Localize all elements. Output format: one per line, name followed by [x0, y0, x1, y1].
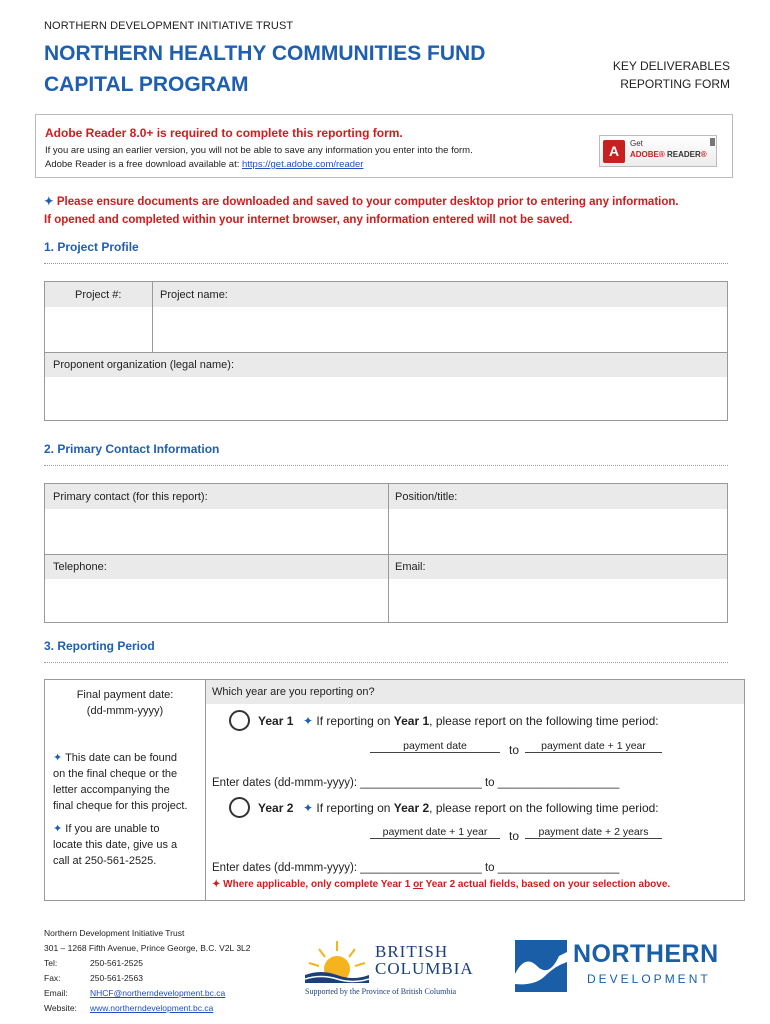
footer-tel — [44, 956, 251, 971]
bc-government-logo — [305, 937, 475, 1001]
telephone-field[interactable] — [45, 579, 388, 622]
position-label: Position/title: — [395, 491, 458, 503]
reporting-period-table — [44, 679, 745, 901]
y2-text-b: Year 2 — [393, 801, 430, 815]
year-1-from-hint: payment date — [370, 740, 500, 753]
email-label: Email: — [395, 561, 426, 573]
adobe-notice — [35, 114, 733, 178]
nd-subword: DEVELOPMENT — [587, 972, 711, 986]
year-question: Which year are you reporting on? — [212, 686, 375, 698]
applicable-b: Year 2 actual fields, based on your selection above. — [423, 879, 671, 890]
fax-label: Fax: — [44, 973, 61, 983]
project-name-field[interactable] — [153, 307, 727, 352]
badge-adobe: ADOBE — [630, 150, 659, 159]
footer-website-link[interactable]: www.northerndevelopment.bc.ca — [90, 1003, 214, 1013]
footer-address: 301 – 1268 Fifth Avenue, Prince George, B.C. V2L 3L2 — [44, 943, 251, 953]
final-payment-date-field[interactable] — [49, 722, 201, 746]
proponent-label: Proponent organization (legal name): — [53, 359, 235, 371]
form-type-line-2: REPORTING FORM — [620, 77, 730, 91]
year-2-from-hint: payment date + 1 year — [370, 826, 500, 839]
adobe-version-note: If you are using an earlier version, you will not be able to save any information you enter into the form. — [45, 145, 473, 156]
northern-development-logo — [515, 940, 730, 998]
year-2-enter-dates[interactable]: Enter dates (dd-mmm-yyyy): ___________________ to ___________________ — [212, 862, 620, 874]
adobe-required-text: Adobe Reader 8.0+ is required to complete this reporting form. — [45, 126, 403, 140]
footer-org: Northern Development Initiative Trust — [44, 928, 185, 938]
proponent-field[interactable] — [45, 377, 727, 420]
contact-note — [53, 821, 177, 869]
fax-value: 250-561-2563 — [90, 973, 143, 983]
save-warning — [44, 193, 679, 229]
trust-name: NORTHERN DEVELOPMENT INITIATIVE TRUST — [44, 20, 294, 32]
project-header-row — [45, 282, 727, 307]
title-line-2: CAPITAL PROGRAM — [44, 73, 249, 96]
title-line-1: NORTHERN HEALTHY COMMUNITIES FUND — [44, 42, 486, 65]
bc-tagline: Supported by the Province of British Columbia — [305, 987, 457, 996]
email-header — [389, 555, 727, 579]
year-2-radio[interactable] — [229, 797, 250, 818]
telephone-label: Telephone: — [53, 561, 107, 573]
year-1-to-hint: payment date + 1 year — [525, 740, 662, 753]
year-1-enter-dates[interactable]: Enter dates (dd-mmm-yyyy): ___________________ to ___________________ — [212, 777, 620, 789]
y1-text-a: If reporting on — [316, 714, 394, 728]
form-type-line-1: KEY DELIVERABLES — [612, 59, 730, 73]
footer-email-link[interactable]: NHCF@northerndevelopment.bc.ca — [90, 988, 226, 998]
bc-line1: BRITISH — [375, 942, 449, 961]
project-name-label: Project name: — [160, 289, 228, 301]
page-title — [44, 38, 485, 100]
bc-wordmark — [375, 943, 474, 977]
to-text: to — [509, 829, 520, 843]
adobe-download-note — [45, 159, 363, 170]
position-field[interactable] — [389, 509, 727, 554]
y1-text-c: , please report on the following time period: — [429, 714, 659, 728]
year-2-to-hint: payment date + 2 years — [525, 826, 662, 839]
divider — [44, 465, 728, 466]
note1-line2: on the final cheque or the — [53, 768, 178, 780]
email-field[interactable] — [389, 579, 727, 622]
note2-line1: If you are unable to — [65, 823, 160, 835]
footer-contact — [44, 926, 251, 1016]
divider — [205, 680, 206, 900]
note1-line3: letter accompanying the — [53, 784, 170, 796]
project-number-field[interactable] — [45, 307, 152, 352]
primary-contact-table — [44, 483, 728, 623]
date-format-text: (dd-mmm-yyyy) — [86, 705, 164, 717]
tel-label: Tel: — [44, 958, 58, 968]
note1-line4: final cheque for this project. — [53, 800, 188, 812]
warning-line-2: If opened and completed within your internet browser, any information entered will not be saved. — [44, 214, 573, 226]
year-1-instruction — [303, 714, 659, 728]
y2-text-c: , please report on the following time period: — [429, 801, 659, 815]
tel-value: 250-561-2525 — [90, 958, 143, 968]
primary-contact-label: Primary contact (for this report): — [53, 491, 208, 503]
final-date-text: Final payment date: — [76, 689, 174, 701]
to-text: to — [509, 743, 520, 757]
section-primary-contact-heading: 2. Primary Contact Information — [44, 442, 220, 456]
note2-line3: call at 250-561-2525. — [53, 855, 157, 867]
bc-line2: COLUMBIA — [375, 959, 474, 978]
project-profile-table — [44, 281, 728, 421]
website-label: Website: — [44, 1003, 77, 1013]
star-icon: ✦ — [303, 714, 317, 728]
badge-reader: READER — [667, 150, 701, 159]
badge-get-text: Get — [630, 139, 643, 148]
final-date-note — [53, 750, 188, 814]
year-1-label: Year 1 — [258, 714, 294, 728]
y2-text-a: If reporting on — [316, 801, 394, 815]
divider — [44, 263, 728, 264]
footer-email — [44, 986, 251, 1001]
adobe-download-prefix: Adobe Reader is a free download available at: — [45, 159, 242, 170]
nd-wordmark: NORTHERN — [573, 940, 719, 968]
project-number-label: Project #: — [75, 289, 122, 301]
section-project-profile-heading: 1. Project Profile — [44, 240, 139, 254]
y1-text-b: Year 1 — [393, 714, 430, 728]
northern-development-icon — [515, 940, 567, 992]
applicable-a: Where applicable, only complete Year 1 — [223, 879, 414, 890]
applicable-note — [212, 879, 670, 890]
form-type — [560, 57, 730, 93]
star-icon: ✦ — [53, 823, 66, 835]
star-icon: ✦ — [303, 801, 317, 815]
get-adobe-reader-button[interactable] — [599, 135, 717, 167]
footer-fax — [44, 971, 251, 986]
email-label: Email: — [44, 988, 68, 998]
note1-line1: This date can be found — [65, 752, 177, 764]
bc-sun-icon — [305, 939, 369, 983]
warning-line-1: Please ensure documents are downloaded and saved to your computer desktop prior to entering any information. — [56, 196, 679, 208]
footer-website — [44, 1001, 251, 1016]
divider — [44, 662, 728, 663]
adobe-logo-icon: A — [603, 140, 625, 163]
applicable-or: or — [413, 879, 424, 890]
star-icon: ✦ — [44, 196, 57, 208]
star-icon: ✦ — [212, 879, 224, 890]
badge-product-text: ADOBE® READER® — [630, 150, 707, 159]
star-icon: ✦ — [53, 752, 66, 764]
final-payment-date-label — [45, 687, 205, 719]
year-2-label: Year 2 — [258, 801, 294, 815]
year-2-instruction — [303, 801, 659, 815]
year-1-radio[interactable] — [229, 710, 250, 731]
section-reporting-period-heading: 3. Reporting Period — [44, 639, 155, 653]
primary-contact-field[interactable] — [45, 509, 388, 554]
note2-line2: locate this date, give us a — [53, 839, 178, 851]
download-icon — [710, 138, 715, 146]
adobe-download-link[interactable]: https://get.adobe.com/reader — [242, 159, 364, 170]
